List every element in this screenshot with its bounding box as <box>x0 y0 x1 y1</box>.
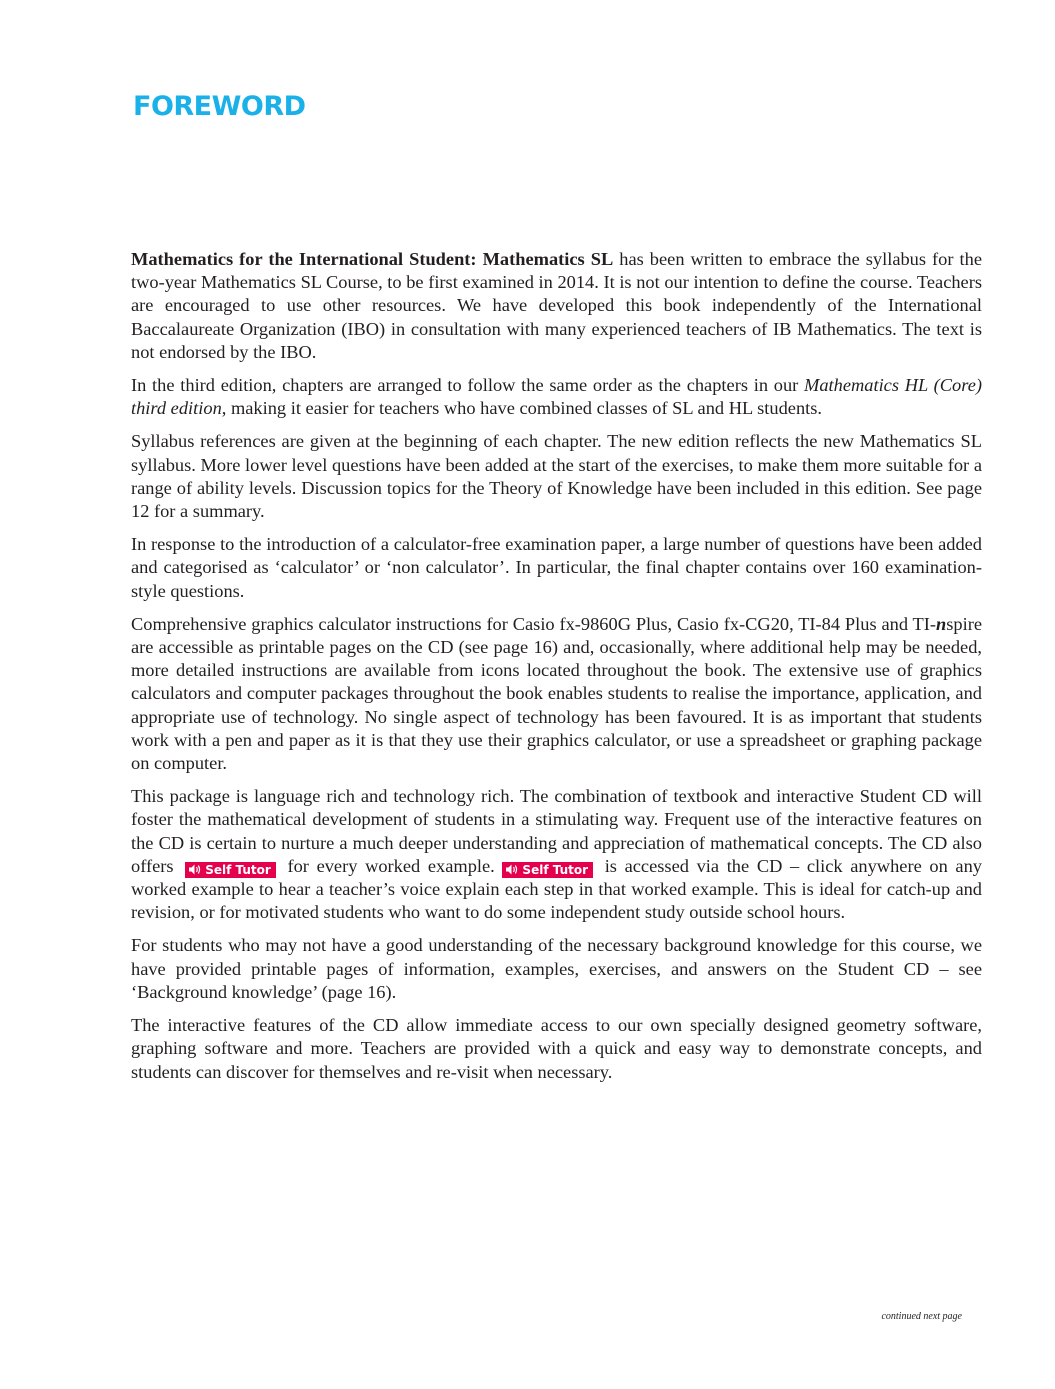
speaker-icon <box>189 862 202 878</box>
paragraph-background: For students who may not have a good understanding of the necessary background knowledge for this course, we have provided printable pages of information, examples, exercises, and answers on the Student CD – see ‘Background knowledge’ (page 16). <box>131 935 982 1002</box>
paragraph-text: spire are accessible as printable pages on the CD (see page 16) and, occasionally, where additional help may be needed, more detailed instructions are available from icons located throughout the book. The extensive use of graphics calculators and computer packages throughout the book enables students to realise the importance, application, and appropriate use of technology. No single aspect of technology has been favoured. It is as important that students work with a pen and paper as it is that they use their graphics calculator, or use a spreadsheet or graphing package on computer. <box>131 613 982 774</box>
paragraph-graphics-calculators <box>131 613 982 775</box>
paragraph-interactive: The interactive features of the CD allow immediate access to our own specially designed geometry software, graphing software and more. Teachers are provided with a quick and easy way to demonstrate concepts, and students can discover for themselves and re-visit when necessary. <box>131 1015 982 1082</box>
paragraph-text: Comprehensive graphics calculator instructions for Casio fx-9860G Plus, Casio fx-CG20, TI-84 Plus and TI- <box>131 613 937 634</box>
self-tutor-badge <box>185 862 276 878</box>
self-tutor-badge <box>502 862 593 878</box>
paragraph-third-edition <box>131 374 982 420</box>
paragraph-text: has been written to embrace the syllabus for the two-year Mathematics SL Course, to be first examined in 2014. It is not our intention to define the course. Teachers are encouraged to use other resources. We have developed this book independently of the International Baccalaureate Organization (IBO) in consultation with many experienced teachers of IB Mathematics. The text is not endorsed by the IBO. <box>131 249 982 362</box>
paragraph-text: In the third edition, chapters are arranged to follow the same order as the chapters in our <box>131 375 804 396</box>
paragraph-calculator-free: In response to the introduction of a calculator-free examination paper, a large number of questions have been added and categorised as ‘calculator’ or ‘non calculator’. In particular, the final chapter contains over 160 examination-style questions. <box>131 534 982 601</box>
paragraph-text: is accessed via the CD – click anywhere on any worked example to hear a teacher’s voice explain each step in that worked example. This is ideal for catch-up and revision, or for motivated students who want to do some independent study outside school hours. <box>131 855 982 923</box>
paragraph-intro <box>131 248 982 364</box>
speaker-icon <box>506 862 519 878</box>
nspire-n: n <box>936 613 947 634</box>
paragraph-text: for every worked example. <box>287 855 495 876</box>
page-title: FOREWORD <box>133 91 306 122</box>
paragraph-text: , making it easier for teachers who have combined classes of SL and HL students. <box>221 398 823 419</box>
paragraph-syllabus: Syllabus references are given at the beginning of each chapter. The new edition reflects the new Mathematics SL syllabus. More lower level questions have been added at the start of the exercises, to make them more suitable for a range of ability levels. Discussion topics for the Theory of Knowledge have been included in this edition. See page 12 for a summary. <box>131 431 982 522</box>
continued-note: continued next page <box>881 1311 962 1322</box>
self-tutor-label: Self Tutor <box>522 862 589 877</box>
paragraph-package <box>131 785 982 924</box>
self-tutor-label: Self Tutor <box>205 862 271 877</box>
book-title: Mathematics for the International Student: Mathematics SL <box>131 249 614 269</box>
paragraph-text: This package is language rich and technology rich. The combination of textbook and interactive Student CD will foster the mathematical development of students in a stimulating way. Frequent use of the interactive features on the CD is certain to nurture a much deeper understanding and appreciation of mathematical concepts. The CD also offers <box>131 786 982 876</box>
foreword-body <box>131 248 982 1094</box>
book-reference: Mathematics HL (Core) third edition <box>131 375 982 419</box>
